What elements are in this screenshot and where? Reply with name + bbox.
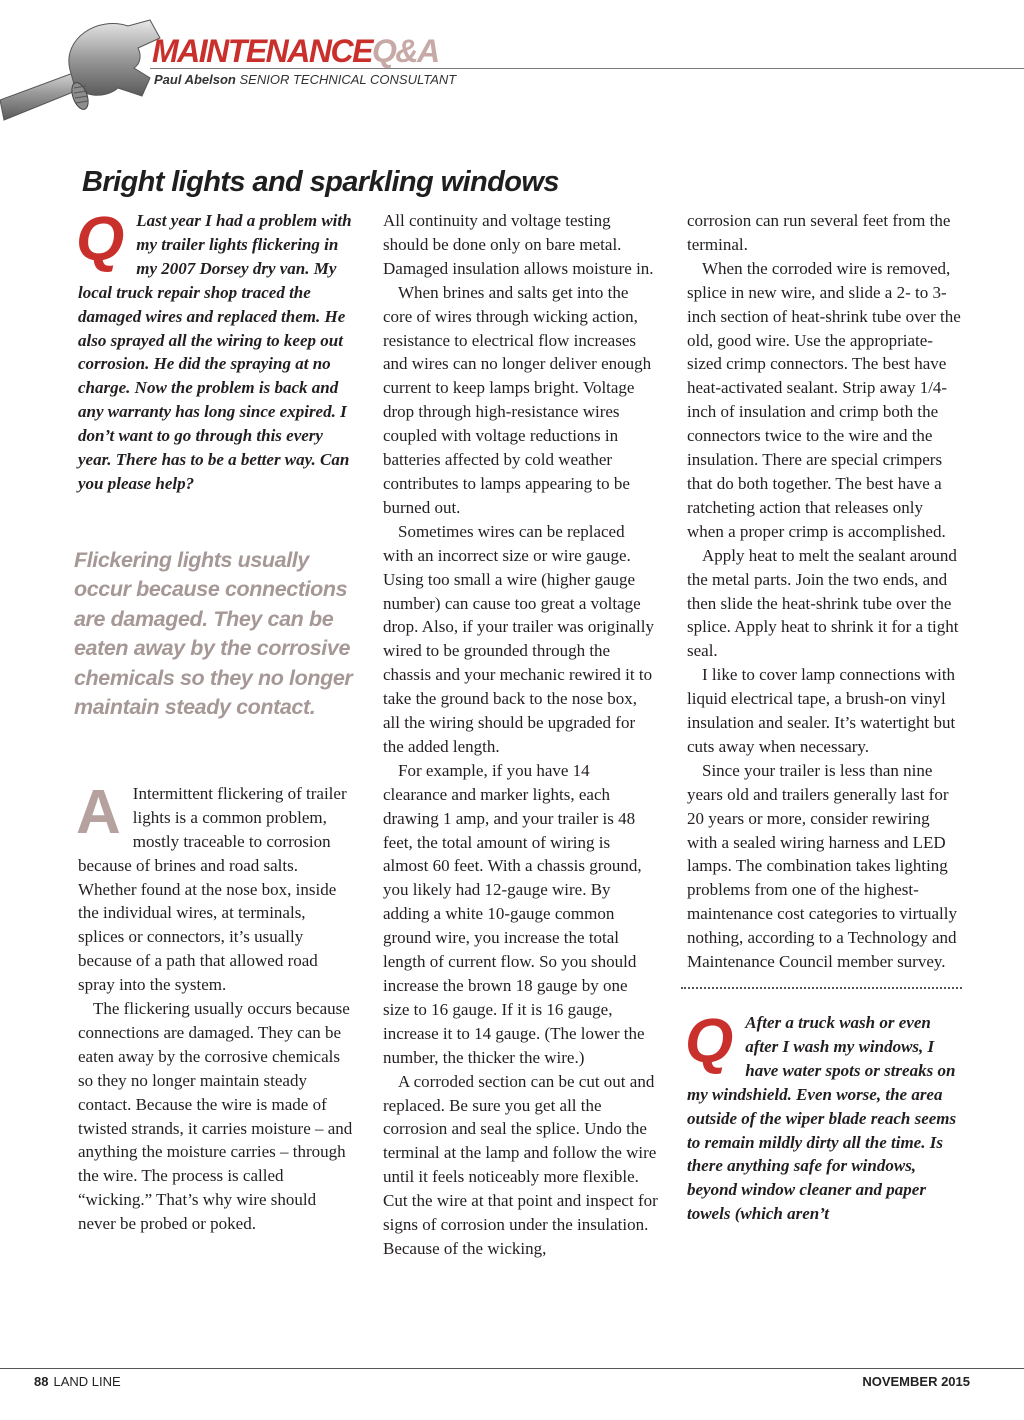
section-divider <box>681 987 962 989</box>
col2-paragraph-2: When brines and salts get into the core of wires through wicking action, resistance to electrical flow increases and wires can no longer deliver enough current to keep lamps bright. Voltage drop through high-resistance wires coupled with voltage reductions in batteries affected by cold weather contributes to lamps appearing to be burned out. <box>383 282 652 517</box>
wrench-icon <box>0 8 170 138</box>
col3-paragraph-4: I like to cover lamp connections with liquid electrical tape, a brush-on vinyl insulation and sealer. It’s watertight but cuts away when necessary. <box>687 665 956 756</box>
col2-paragraph-3: Sometimes wires can be replaced with an incorrect size or wire gauge. Using too small a wire (higher gauge number) can cause too great a voltage drop. Also, if your trailer was originally wired to be grounded through the chassis and your mechanic rewired it to take the ground back to the nose box, all the wiring should be upgraded for the added length. <box>383 521 655 756</box>
footer-rule <box>0 1368 1024 1369</box>
col2-paragraph-4: For example, if you have 14 clearance and marker lights, each drawing 1 amp, and your trailer is 48 feet, the total amount of wiring is almost 60 feet. With a chassis ground, you likely had 12-gauge wire. By adding a white 10-gauge common ground wire, you increase the total length of current flow. So you should increase the brown 18 gauge by one size to 16 gauge. If it is 16 gauge, increase it to 14 gauge. (The lower the number, the thicker the wire.) <box>383 760 645 1067</box>
col3-paragraph-1: corrosion can run several feet from the terminal. <box>687 211 951 254</box>
question-2-dropcap: Q <box>685 1007 734 1076</box>
answer-1-paragraph-2: The flickering usually occurs because connections are damaged. They can be eaten away by the corrosive chemicals so they no longer maintain steady contact. Because the wire is made of twisted strands, it carries moisture – and anything the moisture carries – through the wire. The process is called “wicking.” That’s why wire should never be probed or poked. <box>78 999 353 1234</box>
author-byline <box>154 72 456 87</box>
article-headline: Bright lights and sparkling windows <box>82 166 559 198</box>
col3-paragraph-2: When the corroded wire is removed, splice in new wire, and slide a 2- to 3-inch section of heat-shrink tube over the old, good wire. Use the appropriate-sized crimp connectors. The best have heat-activated sealant. Strip away 1/4-inch of insulation and crimp both the connectors twice to the wire and the insulation. There are special crimpers that do both together. The best have a ratcheting action that releases only when a proper crimp is accomplished. <box>687 258 961 541</box>
col2-paragraph-1: All continuity and voltage testing should be done only on bare metal. Damaged insulation allows moisture in. <box>383 211 654 278</box>
author-title: SENIOR TECHNICAL CONSULTANT <box>239 72 457 87</box>
column-1 <box>74 205 353 1236</box>
section-title <box>152 34 439 68</box>
author-name: Paul Abelson <box>154 72 236 87</box>
col3-paragraph-3: Apply heat to melt the sealant around the metal parts. Join the two ends, and then slide the heat-shrink tube over the splice. Apply heat to shrink it for a tight seal. <box>687 545 959 661</box>
question-1 <box>76 205 353 496</box>
page-number: 88 <box>34 1374 49 1389</box>
pull-quote: Flickering lights usually occur because connections are damaged. They can be eaten away by the corrosive chemicals so they no longer maintain steady contact. <box>74 547 353 720</box>
section-title-qa: Q&A <box>371 33 439 69</box>
answer-1-paragraph <box>76 777 353 997</box>
column-3 <box>687 209 962 1226</box>
col3-paragraph-5: Since your trailer is less than nine years old and trailers generally last for 20 years or more, consider rewiring with a sealed wiring harness and LED lamps. The combination takes lighting problems from one of the highest-maintenance cost categories to virtually nothing, according to a Technology and Maintenance Council member survey. <box>687 760 958 972</box>
issue-date: NOVEMBER 2015 <box>862 1374 970 1389</box>
question-1-text: Last year I had a problem with my trailer lights flickering in my 2007 Dorsey dry van. My local truck repair shop traced the damaged wires and replaced them. He also sprayed all the wiring to keep out corrosion. He did the spraying at no charge. Now the problem is back and any warranty has long since expired. I don’t want to go through this every year. There has to be a better way. Can you please help? <box>78 211 352 493</box>
answer-1-dropcap: A <box>76 777 121 847</box>
question-1-dropcap: Q <box>76 205 125 274</box>
section-title-main: MAINTENANCE <box>152 33 372 69</box>
column-2 <box>383 209 658 1261</box>
col2-paragraph-5: A corroded section can be cut out and replaced. Be sure you get all the corrosion and seal the splice. Undo the terminal at the lamp and follow the wire until it feels noticeably more flexible. Cut the wire at that point and inspect for signs of corrosion under the insulation. Because of the wicking, <box>383 1071 658 1258</box>
question-2-text: After a truck wash or even after I wash my windows, I have water spots or streaks on my windshield. Even worse, the area outside of the wiper blade reach seems to remain mildly dirty all the time. Is there anything safe for windows, beyond window cleaner and paper towels (which aren’t <box>687 1013 957 1224</box>
question-2 <box>685 1007 962 1226</box>
footer-left <box>34 1374 121 1389</box>
answer-1-text: Intermittent flickering of trailer lights is a common problem, mostly traceable to corrosion because of brines and road salts. Whether found at the nose box, inside the individual wires, at terminals, splices or connectors, it’s usually because of a path that allowed road spray into the system. <box>78 783 347 995</box>
publication-name: LAND LINE <box>53 1374 121 1389</box>
